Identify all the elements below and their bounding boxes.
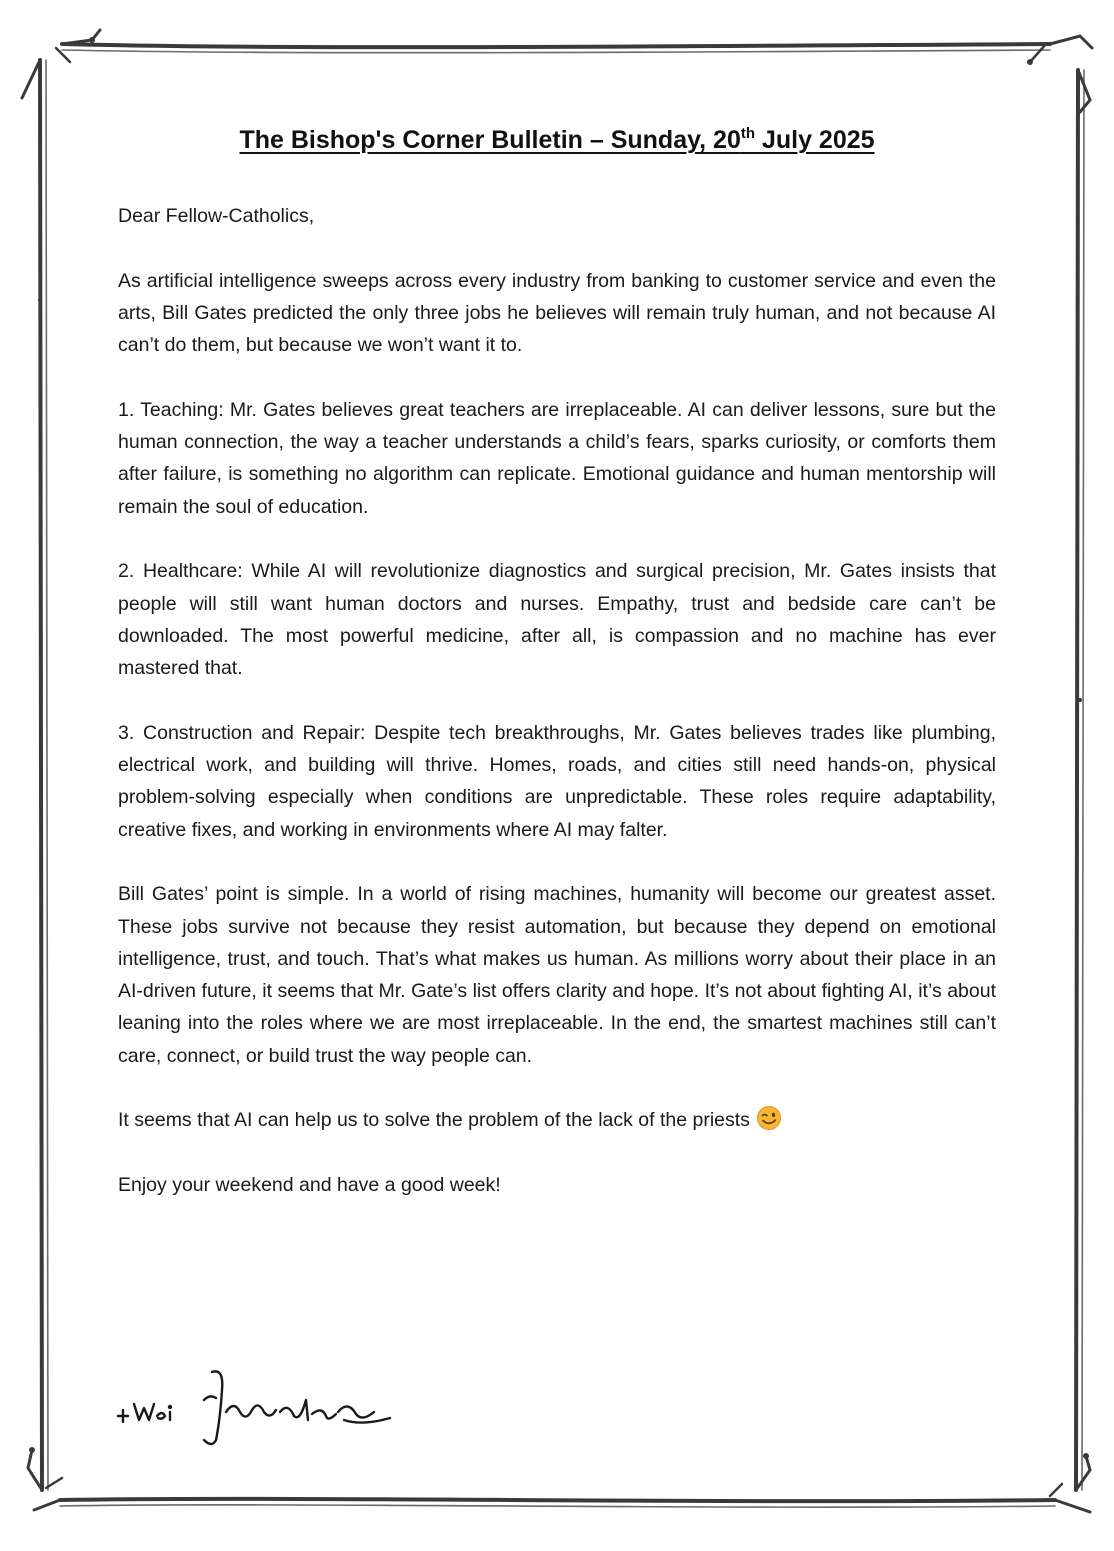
paragraph-priests-line	[118, 1104, 996, 1136]
paragraph-construction: 3. Construction and Repair: Despite tech breakthroughs, Mr. Gates believes trades like plumbing, electrical work, and building will thrive. Homes, roads, and cities still need hands-on, physical problem-solving especially when conditions are unpredictable. These roles require adaptability, creative fixes, and working in environments where AI may falter.	[118, 721, 996, 841]
title-superscript: th	[740, 125, 756, 142]
title-tail: July 2025	[755, 126, 875, 154]
paragraph-healthcare: 2. Healthcare: While AI will revolutionize diagnostics and surgical precision, Mr. Gates insists that people will still want human doctors and nurses. Empathy, trust and bedside care can’t be downloaded. The most powerful medicine, after all, is compassion and no machine has ever mastered that.	[118, 560, 996, 680]
greeting: Dear Fellow-Catholics,	[118, 205, 315, 227]
bulletin-title	[100, 126, 1014, 155]
priests-text: It seems that AI can help us to solve the problem of the lack of the priests	[118, 1109, 750, 1132]
letter-body	[118, 200, 996, 1234]
winking-smiley-icon	[756, 1105, 782, 1131]
handwritten-signature	[112, 1360, 412, 1450]
paragraph-teaching: 1. Teaching: Mr. Gates believes great teachers are irreplaceable. AI can deliver lessons, sure but the human connection, the way a teacher understands a child’s fears, sparks curiosity, or comforts them after failure, is something no algorithm can replicate. Emotional guidance and human mentorship will remain the soul of education.	[118, 398, 996, 518]
paragraph-conclusion: Bill Gates’ point is simple. In a world of rising machines, humanity will become our greatest asset. These jobs survive not because they resist automation, but because they depend on emotional intelligence, trust, and touch. That’s what makes us human. As millions worry about their place in an AI-driven future, it seems that Mr. Gate’s list offers clarity and hope. It’s not about fighting AI, it’s about leaning into the roles where we are most irreplaceable. In the end, the smartest machines still can’t care, connect, or build trust the way people can.	[118, 883, 996, 1067]
title-main: The Bishop's Corner Bulletin – Sunday, 20	[239, 126, 741, 154]
paragraph-intro: As artificial intelligence sweeps across every industry from banking to customer service and even the arts, Bill Gates predicted the only three jobs he believes will remain truly human, and not because AI can’t do them, but because we won’t want it to.	[118, 269, 996, 357]
closing-line: Enjoy your weekend and have a good week!	[118, 1173, 501, 1196]
